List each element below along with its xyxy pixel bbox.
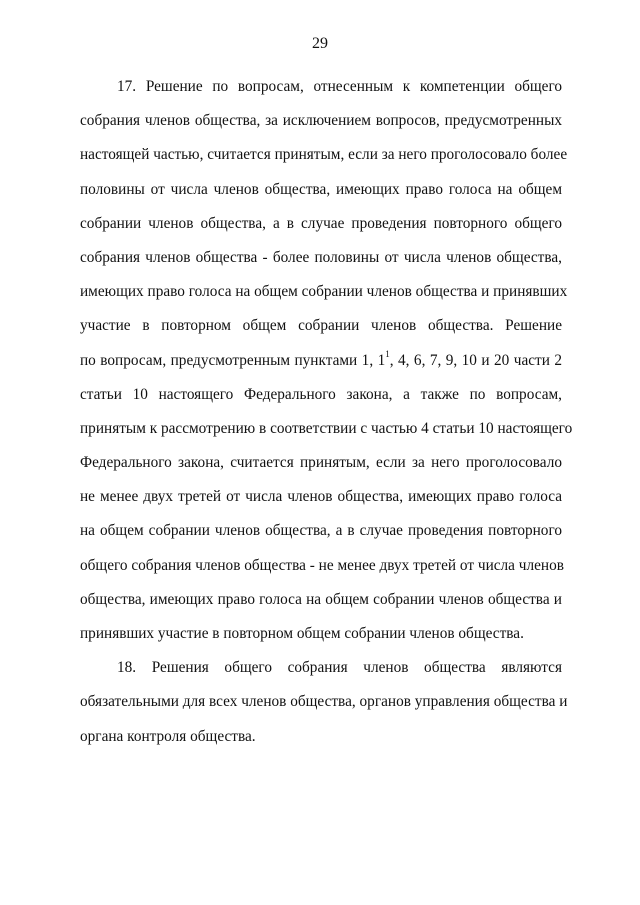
superscript: 1 [385, 349, 390, 360]
text-line: собрании членов общества, а в случае проведения повторного общего [80, 214, 562, 232]
text-line: принявших участие в повторном общем собрании членов общества. [80, 625, 524, 642]
text-line: собрания членов общества, за исключением вопросов, предусмотренных [80, 112, 562, 130]
text-line: собрания членов общества - более половины от числа членов общества, [80, 248, 562, 266]
text-line: участие в повторном общем собрании членов общества. Решение [80, 317, 562, 335]
text-line: общего собрания членов общества - не менее двух третей от числа членов [80, 556, 564, 574]
text-line: органа контроля общества. [80, 727, 256, 745]
text-line: не менее двух третей от числа членов общества, имеющих право голоса [80, 488, 562, 506]
text-line: половины от числа членов общества, имеющих право голоса на общем [80, 180, 562, 198]
page-number: 29 [312, 35, 328, 52]
paragraph-17 [80, 70, 573, 651]
paragraph-18 [80, 651, 568, 754]
text-segment: по вопросам, предусмотренным пунктами 1, 1 [80, 351, 386, 369]
text-line-with-superscript [80, 344, 562, 378]
text-line: общества, имеющих право голоса на общем собрании членов общества и [80, 590, 562, 608]
text-line: статьи 10 настоящего Федерального закона, а также по вопросам, [80, 385, 562, 403]
text-line: обязательными для всех членов общества, органов управления общества и [80, 693, 568, 711]
text-line: Федерального закона, считается принятым, если за него проголосовало [80, 454, 562, 472]
text-line: настоящей частью, считается принятым, если за него проголосовало более [80, 146, 568, 164]
text-line: 18. Решения общего собрания членов общества являются [117, 659, 562, 677]
text-line: принятым к рассмотрению в соответствии с частью 4 статьи 10 настоящего [80, 419, 573, 437]
text-line: имеющих право голоса на общем собрании членов общества и принявших [80, 283, 568, 301]
text-line: 17. Решение по вопросам, отнесенным к компетенции общего [117, 78, 562, 95]
text-segment: , 4, 6, 7, 9, 10 и 20 части 2 [389, 351, 562, 369]
text-line: на общем собрании членов общества, а в случае проведения повторного [80, 522, 562, 540]
document-body [80, 70, 573, 754]
